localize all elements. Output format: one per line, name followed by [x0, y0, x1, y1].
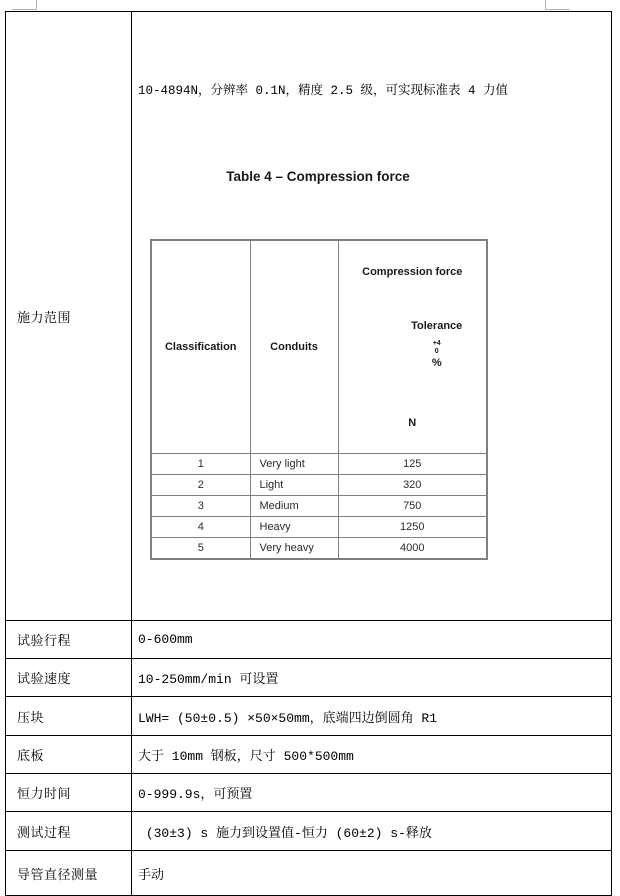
- row-label-base-plate: 底板: [6, 736, 132, 774]
- row-value-test-stroke: 0-600mm: [132, 621, 612, 659]
- row-label-test-process: 测试过程: [6, 812, 132, 851]
- row-label-test-stroke: 试验行程: [6, 621, 132, 659]
- row-label-press-block: 压块: [6, 697, 132, 736]
- inner-table-row: [151, 454, 487, 475]
- row-label-test-speed: 试验速度: [6, 659, 132, 697]
- row-value-test-speed: 10-250mm/min 可设置: [132, 659, 612, 697]
- table-row: [6, 851, 612, 896]
- cell-conduits: Light: [250, 475, 338, 496]
- crop-artifact-top-left-v: [36, 0, 37, 10]
- spec-table: [5, 11, 612, 896]
- row-value-conduit-diameter: 手动: [132, 851, 612, 896]
- table-row: [6, 812, 612, 851]
- table-row: [6, 697, 612, 736]
- cell-conduits: Very light: [250, 454, 338, 475]
- inner-table-row: [151, 517, 487, 538]
- cell-force: 320: [338, 475, 487, 496]
- crop-artifact-top-right-h: [545, 9, 570, 10]
- table-row: [6, 12, 612, 621]
- header-conduits: Conduits: [250, 240, 338, 454]
- compression-force-table: [150, 239, 488, 560]
- header-unit: N: [408, 417, 417, 430]
- cell-force: 4000: [338, 538, 487, 560]
- row-value-constant-force-time: 0-999.9s，可预置: [132, 774, 612, 812]
- cell-classification: 4: [151, 517, 250, 538]
- cell-force: 1250: [338, 517, 487, 538]
- crop-artifact-top-left-h: [12, 9, 37, 10]
- header-tolerance-line: Tolerance +4 0 %: [411, 319, 463, 369]
- force-range-text: 10-4894N，分辨率 0.1N，精度 2.5 级，可实现标准表 4 力值: [138, 84, 509, 98]
- cell-classification: 5: [151, 538, 250, 560]
- header-compression-force: [338, 240, 487, 454]
- table-row: [6, 774, 612, 812]
- table-row: [6, 621, 612, 659]
- table-row: [6, 736, 612, 774]
- inner-table-title: Table 4 – Compression force: [226, 169, 410, 184]
- row-label-conduit-diameter: 导管直径测量: [6, 851, 132, 896]
- cell-conduits: Medium: [250, 496, 338, 517]
- table-row: [6, 659, 612, 697]
- row-label-constant-force-time: 恒力时间: [6, 774, 132, 812]
- cell-conduits: Heavy: [250, 517, 338, 538]
- cell-conduits: Very heavy: [250, 538, 338, 560]
- cell-force: 750: [338, 496, 487, 517]
- inner-header-row: [151, 240, 487, 454]
- header-force-line1: Compression force: [362, 266, 463, 278]
- inner-table-row: [151, 475, 487, 496]
- row-value-base-plate: 大于 10mm 钢板，尺寸 500*500mm: [132, 736, 612, 774]
- tolerance-stack: +4 0: [432, 339, 441, 355]
- cell-classification: 1: [151, 454, 250, 475]
- row-value-press-block: LWH= (50±0.5) ×50×50mm，底端四边倒圆角 R1: [132, 697, 612, 736]
- cell-classification: 3: [151, 496, 250, 517]
- inner-table-row: [151, 496, 487, 517]
- header-classification: Classification: [151, 240, 250, 454]
- row-value-test-process: (30±3) s 施力到设置值-恒力 (60±2) s-释放: [132, 812, 612, 851]
- cell-force: 125: [338, 454, 487, 475]
- row-label-force-range: 施力范围: [6, 12, 132, 621]
- force-range-cell: [132, 12, 612, 621]
- cell-classification: 2: [151, 475, 250, 496]
